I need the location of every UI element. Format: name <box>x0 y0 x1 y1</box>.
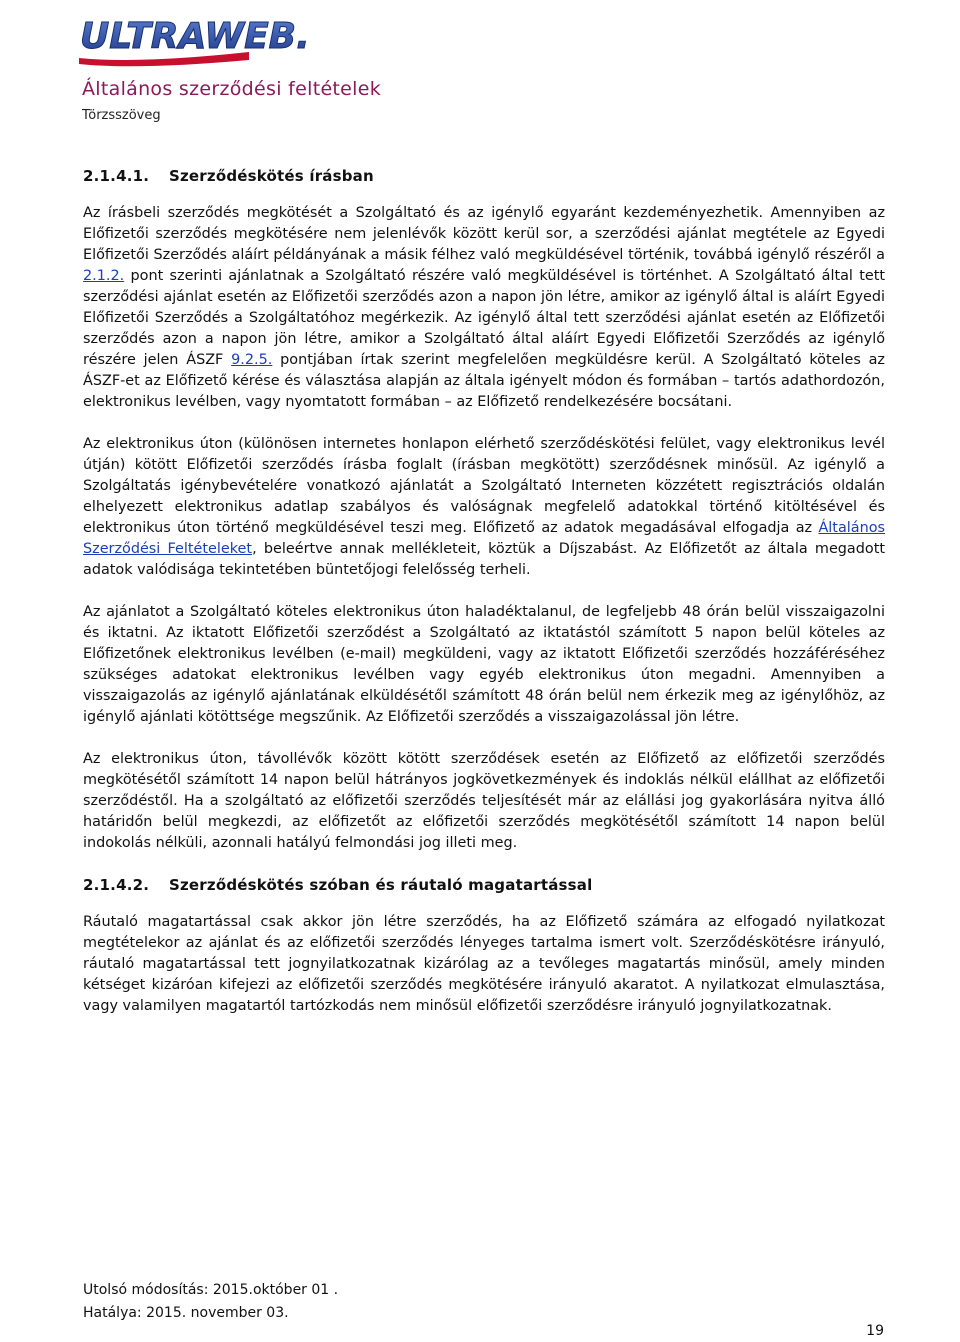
svg-text:ULTRAWEB.: ULTRAWEB. <box>80 16 310 57</box>
paragraph: Az elektronikus úton, távollévők között kötött szerződések esetén az Előfizető az előfizetői szerződés megkötésétől számított 14 napon belül hátrányos jogkövetkezmények és indoklás nélkül elállhat az előfizetői szerződéstől. Ha a szolgáltató az előfizetői szerződés teljesítését már az elállási jog gyakorlására nyitva álló határidőn belül megkezdi, az előfizetőt az előfizetői szerződés megkötésétől számított 14 napon belül indokolás nélküli, azonnali hatályú felmondási jog illeti meg. <box>83 751 885 851</box>
section-link[interactable]: 2.1.2. <box>83 268 125 284</box>
effective-date: Hatálya: 2015. november 03. <box>83 1305 289 1321</box>
section-link[interactable]: 9.2.5. <box>231 352 273 368</box>
section-number: 2.1.4.2. <box>83 876 150 894</box>
paragraph: Az elektronikus úton (különösen internetes honlapon elérhető szerződéskötési felület, vagy elektronikus levél útján) kötött Előfizetői szerződés írásba foglalt (írásban megkötött) szerződésnek minősül. Az igénylő a Szolgáltatás igénybevételére vonatkozó ajánlatát a Szolgáltató Interneten közzétett regisztrációs oldalán elhelyezett elektronikus adatlap szabályos és valóságnak megfelelő adatokkal történő kitöltésével és elektronikus úton történő megküldésével teszi meg. Előfizető az adatok megadásával elfogadja az Általános Szerződési Feltételeket, beleértve annak mellékleteit, köztük a Díjszabást. Az Előfizetőt az általa megadott adatok valódisága tekintetében büntetőjogi felelősség terheli. <box>83 436 885 578</box>
paragraph: Ráutaló magatartással csak akkor jön létre szerződés, ha az Előfizető számára az elfogadó nyilatkozat megtételekor az ajánlat és az előfizetői szerződés lényeges tartalma ismert volt. Szerződéskötésre irányuló, ráutaló magatartással tett jognyilatkozatnak kizárólag az a tevőleges magatartás minősül, amely minden kétséget kizáróan kifejezi az előfizetői szerződés megkötésére irányuló akaratot. A nyilatkozat elmulasztása, vagy valamilyen magatartól tartózkodás nem minősül előfizetői szerződésre irányuló jognyilatkozatnak. <box>83 914 885 1014</box>
document-title: Általános szerződési feltételek <box>82 78 382 100</box>
last-modified: Utolsó módosítás: 2015.október 01 . <box>83 1282 339 1298</box>
paragraph: Az írásbeli szerződés megkötését a Szolgáltató és az igénylő egyaránt kezdeményezhetik. Amennyiben az Előfizetői szerződés megkötésére nem jelenlévők között kerül sor, a szerződési ajánlat megtétele az Egyedi Előfizetői Szerződés aláírt példányának a másik félhez való megküldésével történik, továbbá igénylő részéről a 2.1.2. pont szerinti ajánlatnak a Szolgáltató részére való megküldésével is történhet. A Szolgáltató által tett szerződési ajánlat esetén az Előfizetői szerződés azon a napon jön létre, amikor az igénylő által is aláírt Egyedi Előfizetői Szerződés a Szolgáltatóhoz megérkezik. Az igénylő által tett szerződési ajánlat esetén az Előfizetői szerződés azon a napon jön létre, amikor a Szolgáltató által aláírt Egyedi Előfizetői Szerződés az igénylő részére jelen ÁSZF 9.2.5. pontjában írtak szerint megfelelően megküldésre kerül. A Szolgáltató köteles az ÁSZF-et az Előfizető kérése és választása alapján az általa igényelt módon és formában – tartós adathordozón, elektronikus levélben, vagy nyomtatott formában – az Előfizető rendelkezésére bocsátani. <box>83 205 885 410</box>
page-number: 19 <box>866 1323 884 1339</box>
document-body <box>83 166 885 1038</box>
terms-link[interactable]: Általános Szerződési Feltételeket <box>83 520 885 557</box>
section-heading <box>83 166 885 187</box>
section-title: Szerződéskötés írásban <box>169 167 374 185</box>
page-footer <box>83 1279 338 1325</box>
ultraweb-logo <box>77 8 310 66</box>
section-title: Szerződéskötés szóban és ráutaló magatartással <box>169 876 593 894</box>
document-subtitle: Törzsszöveg <box>82 108 161 123</box>
section-heading <box>83 875 885 896</box>
section-number: 2.1.4.1. <box>83 167 150 185</box>
paragraph: Az ajánlatot a Szolgáltató köteles elektronikus úton haladéktalanul, de legfeljebb 48 órán belül visszaigazolni és iktatni. Az iktatott Előfizetői szerződést a Szolgáltató az iktatástól számított 5 napon belül köteles az Előfizetőnek elektronikus levélben (e-mail) megküldeni, vagy az iktatott Előfizetői szerződés hozzáféréséhez szükséges adatokat elektronikus levélben vagy egyéb elektronikus úton megadni. Amennyiben a visszaigazolás az igénylő ajánlatának elküldésétől számított 48 órán belül nem érkezik meg az igénylőhöz, az igénylő ajánlati kötöttsége megszűnik. Az Előfizetői szerződés a visszaigazolással jön létre. <box>83 604 885 725</box>
